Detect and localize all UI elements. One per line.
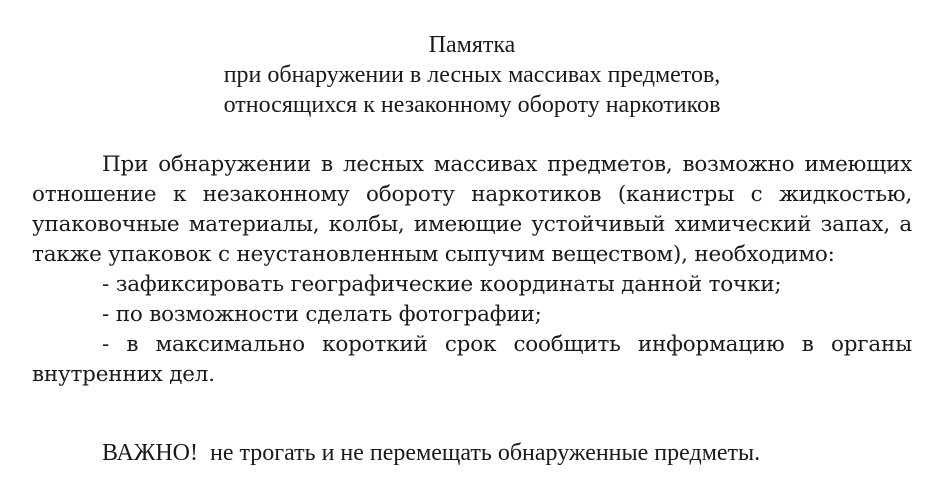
title-line-1: Памятка xyxy=(428,32,516,58)
title-line-3: относящихся к незаконному обороту наркотиков xyxy=(223,92,721,118)
memo-title xyxy=(32,30,912,120)
list-item-coordinates: - зафиксировать географические координаты данной точки; xyxy=(102,272,782,297)
important-notice: ВАЖНО! не трогать и не перемещать обнаруженные предметы. xyxy=(102,440,761,466)
title-line-2: при обнаружении в лесных массивах предметов, xyxy=(223,62,721,88)
list-item-report: - в максимально короткий срок сообщить информацию в органы внутренних дел. xyxy=(32,332,912,387)
memo-document xyxy=(32,30,912,390)
memo-body xyxy=(32,150,912,390)
intro-paragraph: При обнаружении в лесных массивах предметов, возможно имеющих отношение к незаконному обороту наркотиков (канистры с жидкостью, упаковочные материалы, колбы, имеющие устойчивый химический запах, а также упаковок с неустановленным сыпучим веществом), необходимо: xyxy=(32,152,912,267)
list-item-photos: - по возможности сделать фотографии; xyxy=(102,302,542,327)
